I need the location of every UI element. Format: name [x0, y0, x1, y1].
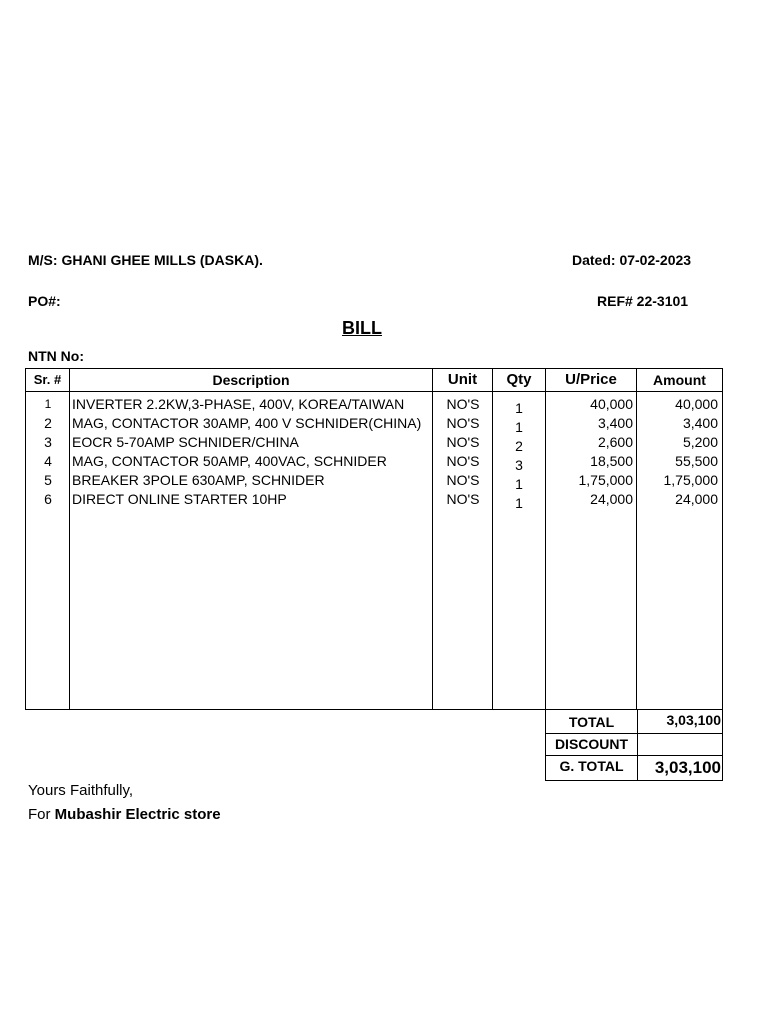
- row-sr: 1: [44, 397, 52, 411]
- row-qty: 1: [515, 476, 523, 492]
- table-row: [26, 395, 722, 414]
- grand-total-value: 3,03,100: [654, 758, 721, 777]
- row-amount: 3,400: [682, 415, 718, 431]
- signature-line: [28, 806, 221, 823]
- row-qty: 1: [515, 419, 523, 435]
- row-sr: 6: [44, 491, 52, 507]
- row-amount: 24,000: [675, 491, 718, 507]
- row-qty: 3: [515, 457, 523, 473]
- row-unit-price: 2,600: [597, 434, 633, 450]
- row-amount: 1,75,000: [663, 472, 718, 488]
- row-sr: 5: [44, 472, 52, 488]
- row-qty: 1: [515, 495, 523, 511]
- reference-number: REF# 22-3101: [597, 293, 689, 309]
- table-row: [26, 414, 722, 433]
- row-sr: 2: [44, 415, 52, 431]
- row-amount: 40,000: [675, 396, 718, 412]
- totals-box: [545, 710, 723, 781]
- row-sr: 4: [44, 453, 52, 469]
- po-number: PO#:: [28, 293, 61, 309]
- total-value: 3,03,100: [666, 712, 721, 728]
- row-description: BREAKER 3POLE 630AMP, SCHNIDER: [72, 472, 325, 488]
- table-row: [26, 452, 722, 471]
- bill-date: Dated: 07-02-2023: [572, 252, 692, 268]
- for-prefix: For: [28, 806, 55, 823]
- row-unit-price: 1,75,000: [578, 472, 633, 488]
- closing-line: Yours Faithfully,: [28, 782, 134, 799]
- row-amount: 5,200: [682, 434, 718, 450]
- items-table: [25, 368, 723, 710]
- row-qty: 1: [515, 400, 523, 416]
- row-unit: NO'S: [446, 434, 480, 450]
- table-row: [26, 471, 722, 490]
- header-divider: [26, 391, 722, 392]
- row-unit: NO'S: [446, 491, 480, 507]
- row-unit: NO'S: [446, 415, 480, 431]
- row-unit: NO'S: [446, 472, 480, 488]
- party-name: M/S: GHANI GHEE MILLS (DASKA).: [28, 252, 263, 268]
- ntn-number: NTN No:: [28, 348, 84, 364]
- row-description: EOCR 5-70AMP SCHNIDER/CHINA: [72, 434, 299, 450]
- column-header-sr: Sr. #: [33, 372, 62, 387]
- table-row: [26, 490, 722, 509]
- store-name: Mubashir Electric store: [54, 806, 221, 823]
- discount-label: DISCOUNT: [554, 736, 629, 752]
- total-label: TOTAL: [568, 714, 615, 730]
- column-header-unit: Unit: [447, 371, 478, 388]
- row-description: MAG, CONTACTOR 50AMP, 400VAC, SCHNIDER: [72, 453, 387, 469]
- row-unit-price: 18,500: [590, 453, 633, 469]
- row-qty: 2: [515, 438, 523, 454]
- row-sr: 3: [44, 434, 52, 450]
- column-header-description: Description: [212, 372, 290, 388]
- row-description: DIRECT ONLINE STARTER 10HP: [72, 491, 287, 507]
- totals-row-divider: [546, 755, 722, 756]
- row-amount: 55,500: [675, 453, 718, 469]
- row-unit-price: 40,000: [590, 396, 633, 412]
- totals-divider: [637, 710, 638, 780]
- column-header-unit-price: U/Price: [565, 371, 617, 388]
- row-description: INVERTER 2.2KW,3-PHASE, 400V, KOREA/TAIWAN: [72, 396, 405, 412]
- bill-title: BILL: [342, 318, 382, 338]
- row-unit-price: 24,000: [590, 491, 633, 507]
- grand-total-label: G. TOTAL: [559, 758, 624, 774]
- table-row: [26, 433, 722, 452]
- row-unit-price: 3,400: [597, 415, 633, 431]
- row-unit: NO'S: [446, 396, 480, 412]
- row-unit: NO'S: [446, 453, 480, 469]
- row-description: MAG, CONTACTOR 30AMP, 400 V SCHNIDER(CHINA): [72, 415, 422, 431]
- column-header-amount: Amount: [653, 372, 706, 388]
- totals-row-divider: [546, 733, 722, 734]
- column-header-qty: Qty: [506, 371, 532, 388]
